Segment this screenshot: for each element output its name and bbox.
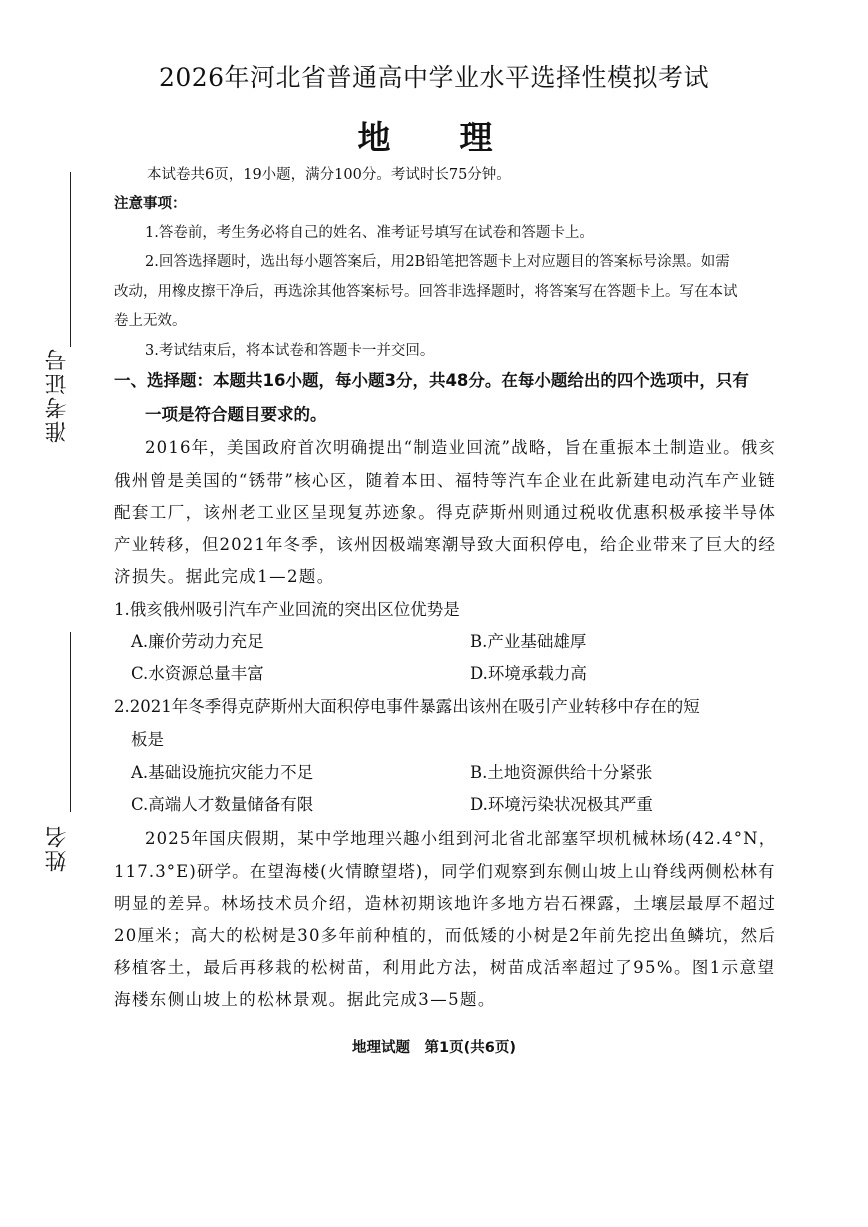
note-item-2-line3: 卷上无效。: [114, 313, 187, 329]
question-1-stem: 1.俄亥俄州吸引汽车产业回流的突出区位优势是: [114, 600, 460, 619]
page-footer: 地理试题 第1页(共6页): [352, 1040, 516, 1056]
passage1-line3: 配套工厂，该州老工业区呈现复苏迹象。得克萨斯州则通过税收优惠积极承接半导体: [114, 503, 777, 522]
note-item-2-line2: 改动，用橡皮擦干净后，再选涂其他答案标号。回答非选择题时，将答案写在答题卡上。写在本试: [114, 284, 738, 300]
note-item-3: 3.考试结束后，将本试卷和答题卡一并交回。: [145, 343, 435, 359]
passage1-line5: 济损失。据此完成1—2题。: [114, 567, 335, 586]
section-heading-line2: 一项是符合题目要求的。: [145, 405, 327, 424]
question-2-stem-line2: 板是: [131, 730, 164, 749]
passage2-line5: 移植客土，最后再移栽的松树苗，利用此方法，树苗成活率超过了95%。图1示意望: [114, 958, 776, 977]
name-line: [70, 632, 71, 812]
question-1-option-b: B.产业基础雄厚: [470, 632, 587, 651]
question-1-option-c: C.水资源总量丰富: [131, 664, 264, 683]
question-2-option-a: A.基础设施抗灾能力不足: [131, 763, 314, 782]
question-1-option-a: A.廉价劳动力充足: [131, 632, 264, 651]
passage2-line4: 20厘米；高大的松树是30多年前种植的，而低矮的小树是2年前先挖出鱼鳞坑，然后: [114, 926, 777, 945]
passage1-line4: 产业转移，但2021年冬季，该州因极端寒潮导致大面积停电，给企业带来了巨大的经: [114, 535, 777, 554]
exam-id-label: 准考证号: [45, 347, 70, 443]
question-2-option-d: D.环境污染状况极其严重: [470, 795, 653, 814]
exam-id-line: [70, 172, 71, 347]
note-item-2-line1: 2.回答选择题时，选出每小题答案后，用2B铅笔把答题卡上对应题目的答案标号涂黑。如需: [145, 254, 730, 270]
passage2-line6: 海楼东侧山坡上的松林景观。据此完成3—5题。: [114, 990, 496, 1009]
section-heading-line1: 一、选择题：本题共16小题，每小题3分，共48分。在每小题给出的四个选项中，只有: [114, 371, 749, 390]
passage2-line3: 明显的差异。林场技术员介绍，造林初期该地许多地方岩石裸露，土壤层最厚不超过: [114, 894, 777, 913]
passage1-line2: 俄州曾是美国的“锈带”核心区，随着本田、福特等汽车企业在此新建电动汽车产业链: [114, 471, 777, 490]
passage2-line2: 117.3°E)研学。在望海楼(火情瞭望塔)，同学们观察到东侧山坡上山脊线两侧松林有: [114, 862, 776, 881]
passage1-line1: 2016年，美国政府首次明确提出“制造业回流”战略，旨在重振本土制造业。俄亥: [145, 438, 777, 457]
notes-heading: 注意事项：: [114, 196, 187, 212]
question-2-stem-line1: 2.2021年冬季得克萨斯州大面积停电事件暴露出该州在吸引产业转移中存在的短: [114, 697, 700, 716]
question-1-option-d: D.环境承载力高: [470, 664, 587, 683]
exam-title: 2026年河北省普通高中学业水平选择性模拟考试: [158, 63, 710, 92]
question-2-option-c: C.高端人才数量储备有限: [131, 795, 314, 814]
exam-info: 本试卷共6页，19小题，满分100分。考试时长75分钟。: [147, 167, 511, 183]
question-2-option-b: B.土地资源供给十分紧张: [470, 763, 653, 782]
note-item-1: 1.答卷前，考生务必将自己的姓名、准考证号填写在试卷和答题卡上。: [145, 225, 594, 241]
subject-title: 地 理: [357, 118, 511, 157]
name-label: 姓名: [45, 824, 70, 872]
passage2-line1: 2025年国庆假期，某中学地理兴趣小组到河北省北部塞罕坝机械林场(42.4°N，: [145, 829, 777, 848]
